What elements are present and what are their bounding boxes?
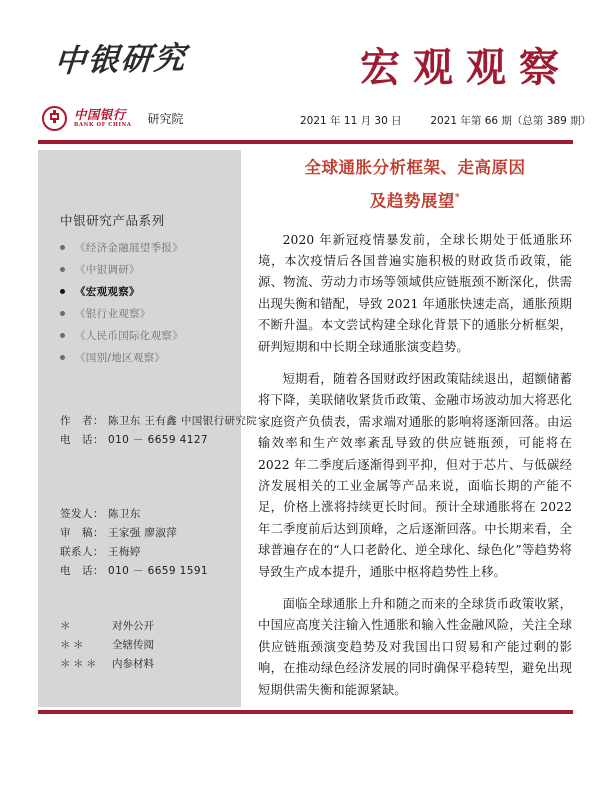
author-phone-value: 010 － 6659 4127 [108,434,208,446]
bullet-dot-icon [60,267,65,272]
sidebar-item-label: 《银行业观察》 [75,307,151,320]
brand-script-logo: 中银研究 [53,40,189,80]
article-title-line-2: 及趋势展望 [369,191,455,211]
bullet-dot-icon [60,355,65,360]
article-paragraph: 面临全球通胀上升和随之而来的全球货币政策收紧，中国应高度关注输入性通胀和输入性金融风险，关注全球供应链瓶颈演变趋势及对我国出口贸易和产能过剩的影响，在推动绿色经济发展的同时确保平稳转型，避免出现短期供需失衡和能源紧缺。 [258,597,572,697]
contact-phone-value: 010 － 6659 1591 [108,565,208,577]
author-phone-label: 电 话： [60,434,104,446]
bullet-dot-icon [60,289,65,294]
boc-wordmark [74,106,132,128]
article-column [258,152,572,712]
issuer-row [60,505,208,524]
author-phone-row [60,431,257,450]
sidebar-item-economic-outlook[interactable] [60,236,235,258]
sidebar-item-label: 《中银调研》 [75,263,140,276]
issuer-value: 陈卫东 [108,508,141,520]
institute-label: 研究院 [147,112,184,126]
publication-title: 宏观观察 [360,44,572,91]
bullet-dot-icon [60,245,65,250]
note-text: 内参材料 [112,658,154,670]
series-list [60,236,235,368]
sidebar-panel [38,150,258,707]
sidebar-item-country-region-observation[interactable] [60,346,235,368]
note-text: 全辖传阅 [112,639,154,651]
article-title [258,152,572,217]
author-row [60,412,257,431]
boc-name-en: BANK OF CHINA [74,121,132,128]
publication-date: 2021 年 11 月 30 日 [300,115,402,127]
article-title-line-1: 全球通胀分析框架、走高原因 [304,158,526,177]
contact-phone-row [60,562,208,581]
series-heading: 中银研究产品系列 [60,213,165,228]
sidebar-item-macro-observation[interactable] [60,280,235,302]
article-title-line-2-wrapper [258,183,572,217]
article-paragraph: 2020 年新冠疫情暴发前，全球长期处于低通胀环境，本次疫情后各国普遍实施积极的财政货币政策，能源、物流、劳动力市场等领域供应链瓶颈不断深化，供需出现失衡和错配，导致 2021 年通胀快速走高，通胀预期不断升温。本文尝试构建全球化背景下的通胀分析框架，研判短期和中长期全球通胀演变趋势。 [258,232,572,354]
distribution-note-restricted [60,655,154,674]
article-title-footnote-marker: * [454,193,461,203]
note-star-marks: ＊＊＊ [60,658,99,670]
article-body [258,230,572,702]
sidebar-item-label: 《宏观观察》 [75,285,140,298]
issue-number: 2021 年第 66 期（总第 389 期） [430,115,592,127]
sidebar-item-rmb-internationalization[interactable] [60,324,235,346]
sidebar-item-boc-survey[interactable] [60,258,235,280]
contact-row [60,543,208,562]
sidebar-item-label: 《国别/地区观察》 [75,351,166,364]
author-value: 陈卫东 王有鑫 中国银行研究院 [108,415,258,427]
bullet-dot-icon [60,311,65,316]
boc-emblem-icon [42,106,67,131]
note-text: 对外公开 [112,620,154,632]
contact-phone-label: 电 话： [60,565,104,577]
sidebar-item-label: 《人民币国际化观察》 [75,329,183,342]
contact-label: 联系人： [60,546,104,558]
distribution-notes-block [60,617,154,674]
author-meta-block [60,412,257,450]
distribution-note-internal-circulation [60,636,154,655]
distribution-note-public [60,617,154,636]
author-label: 作 者： [60,415,104,427]
signer-meta-block [60,505,208,581]
reviewer-value: 王家强 廖淑萍 [108,527,178,539]
note-star-marks: ＊ [60,620,73,632]
bullet-dot-icon [60,333,65,338]
reviewer-row [60,524,208,543]
header-divider-rule [38,140,573,144]
issue-line [300,113,591,128]
sidebar-item-banking-observation[interactable] [60,302,235,324]
sidebar-item-label: 《经济金融展望季报》 [75,241,183,254]
bank-of-china-logo [42,106,184,131]
reviewer-label: 审 稿： [60,527,104,539]
article-paragraph: 短期看，随着各国财政纾困政策陆续退出，超额储蓄将下降，美联储收紧货币政策、金融市场波动加大将恶化家庭资产负债表，需求端对通胀的影响将逐渐回落。由运输效率和生产效率紊乱导致的供应链瓶颈，可能将在 2022 年二季度后逐渐得到平抑，但对于芯片、与低碳经济发展相关的工业金属等产品来说，面临长期的产能不足，价格上涨将持续更长时间。预计全球通胀将在 2022 年二季度前后达到顶峰，之后逐渐回落。中长期来看，全球普遍存在的“人口老龄化、逆全球化、绿色化”等趋势将导致生产成本提升，通胀中枢将趋势性上移。 [258,371,572,579]
issuer-label: 签发人： [60,508,104,520]
masthead [0,0,612,140]
boc-name-cn: 中国银行 [74,106,126,122]
note-star-marks: ＊＊ [60,639,86,651]
contact-value: 王梅婷 [108,546,141,558]
